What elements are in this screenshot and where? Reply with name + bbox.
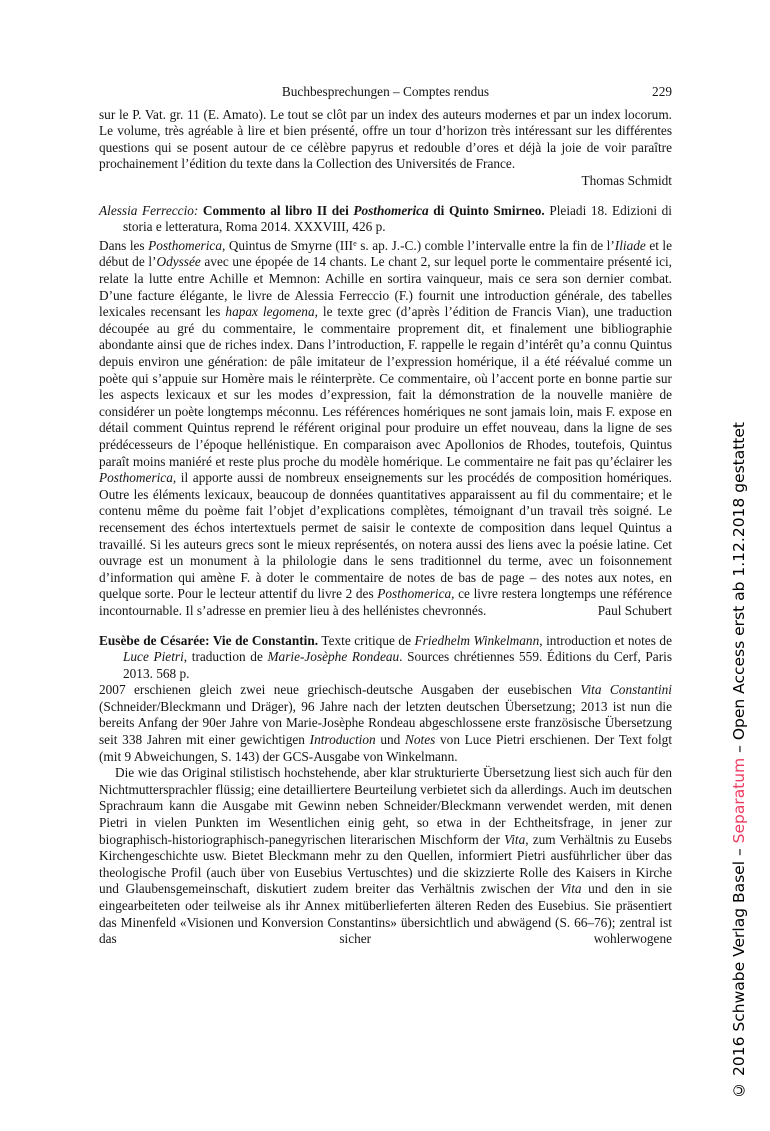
text-segment: , introduction et notes de bbox=[539, 632, 672, 648]
review-paragraph bbox=[99, 682, 672, 765]
text-segment: Pleiadi 18. Edizioni di storia e letteratura, Roma 2014. XXXVIII, 426 p. bbox=[123, 202, 673, 235]
text-segment: Posthomerica bbox=[99, 470, 173, 486]
text-segment: avec une épopée de 14 chants. Le chant 2, sur lequel porte le commentaire présenté ici, relate la lutte entre Achille et Memnon: Achille en sortira vainqueur, mais ce sera son dernier combat. D’une facture élégante, le livre de Alessia Ferreccio (F.) fournit une introduction générale, des tabelles lexicales recensant les bbox=[99, 254, 672, 320]
text-segment: Vita bbox=[504, 831, 526, 847]
text-segment: , il apporte aussi de nombreux enseignements sur les procédés de composition homériques. Outre les éléments lexicaux, beaucoup de données quantitatives apparaissent au fil du commentaire; et le contenu même du poème fait l’objet d’explications complètes, témoignant d’un travail très soigné. Le recensement des échos intertextuels permet de saisir le contexte de composition dans lequel Quintus a travaillé. Si les auteurs grecs sont le mieux représentés, on notera aussi des liens avec la poésie latine. Cet ouvrage est un monument à la philologie dans le sens traditionnel du terme, avec un foisonnement d’information qui amène F. à doter le commentaire de notes de bas de page – des notes aux notes, en quelque sorte. Pour le lecteur attentif du livre 2 des bbox=[99, 470, 672, 602]
review-heading bbox=[99, 633, 672, 683]
text-segment: sur le P. Vat. gr. 11 (E. Amato). Le tout se clôt par un index des auteurs modernes et par un index locorum. Le volume, très agréable à lire et bien présenté, offre un tour d’horizon très intéressant sur les différentes questions qui se posent autour de ce célèbre papyrus et redouble d’ores et déjà la joie de voir paraître prochainement l’édition du texte dans la Collection des Universités de France. bbox=[99, 106, 672, 172]
review-paragraph bbox=[99, 765, 672, 948]
text-segment: Eusèbe de Césarée: Vie de Constantin. bbox=[99, 632, 319, 648]
text-segment: Texte critique de bbox=[318, 632, 415, 648]
text-segment: (Schneider/Bleckmann und Dräger), 96 Jahre nach der letzten deutschen Übersetzung; 2013 ist nun die bereits Anfang der 90er Jahre von Marie-Josèphe Rondeau abgeschlossene erste französische Übersetzung seit 338 Jahren mit einer gewichtigen bbox=[99, 698, 672, 748]
signature-line bbox=[99, 173, 672, 190]
running-title: Buchbesprechungen – Comptes rendus bbox=[281, 84, 490, 99]
page-header bbox=[99, 84, 672, 101]
review-content bbox=[99, 107, 672, 948]
text-segment: , ce livre restera longtemps une référence incontournable. Il s’adresse en premier lieu à des hellénistes chevronnés. bbox=[99, 586, 672, 618]
separatum-label: Separatum bbox=[730, 757, 748, 844]
text-segment: . Sources chrétiennes 559. Éditions du Cerf, Paris 2013. 568 p. bbox=[123, 649, 673, 681]
text-segment: Thomas Schmidt bbox=[581, 172, 672, 188]
text-segment: Iliade bbox=[614, 237, 646, 253]
text-segment: , traduction de bbox=[183, 649, 268, 665]
copyright-sidebar bbox=[730, 422, 748, 1099]
review-heading bbox=[99, 203, 672, 236]
text-segment: Friedhelm Winkelmann bbox=[414, 632, 540, 648]
text-segment: Notes bbox=[405, 732, 436, 748]
text-segment: Die wie das Original stilistisch hochstehende, aber klar strukturierte Übersetzung liest sich auch für den Nichtmuttersprachler flüssig; eine detailliertere Beurteilung verbietet sich da allerdings. Auch im deutschen Sprachraum kann die Ausgabe mit Gewinn neben Schneider/Bleckmann verwendet werden, mit denen Pietri in vielen Punkten im Wesentlichen einig geht, so etwa in der Echtheitsfrage, in jener zur biographisch-historiographisch-panegyrischen literarischen Mischform der bbox=[99, 765, 672, 847]
text-column bbox=[99, 84, 672, 948]
text-segment: et le début de l’ bbox=[99, 237, 673, 270]
text-segment: hapax legomena bbox=[225, 304, 315, 320]
text-segment: Introduction bbox=[309, 732, 376, 748]
text-segment: und bbox=[375, 732, 406, 748]
open-access-text: – Open Access erst ab 1.12.2018 gestattet bbox=[730, 422, 748, 758]
text-segment: , le texte grec (d’après l’édition de Francis Vian), une traduction découpée au gré du commentaire, le commentaire proprement dit, et finalement une bibliographie abondante ainsi que de riches index. Dans l’introduction, F. rappelle le regain d’intérêt qu’a connu Quintus depuis environ une génération: de pâle imitateur de l’expression homérique, il a été réévalué comme un poète qui s’appuie sur Homère mais le réinterprète. Ce commentaire, où l’accent porte en bonne partie sur les aspects lexicaux et sur les modes d’expression, fait la démonstration de la nouvelle manière de considérer un poète longtemps méconnu. Les références homériques ne sont jamais loin, mais F. expose en détail comment Quintus reprend le référent original pour produire un effet nouveau, dans la ligne de ses prédécesseurs de l’époque hellénistique. En comparaison avec Apollonios de Rhodes, toutefois, Quintus paraît moins maniéré et reste plus proche du modèle homérique. Le commentaire ne fait pas qu’éclairer les bbox=[99, 304, 672, 469]
text-segment: Vita Constantini bbox=[580, 682, 673, 698]
text-segment: , Quintus de Smyrne (III bbox=[221, 237, 354, 253]
copyright-text: © 2016 Schwabe Verlag Basel – bbox=[730, 843, 748, 1099]
text-segment: e bbox=[353, 238, 357, 248]
text-segment: Dans les bbox=[99, 237, 149, 253]
text-segment: Posthomerica bbox=[148, 237, 222, 253]
text-segment: Alessia Ferreccio: bbox=[99, 202, 199, 218]
reviewer-signature: Paul Schubert bbox=[597, 602, 672, 618]
text-segment: Luce Pietri bbox=[123, 649, 184, 665]
text-segment: und den in sie eingearbeiteten oder teilweise als ihr Annex mitüberlieferten älteren Reden des Eusebius. Sie präsentiert das Minenfeld «Visionen und Konversion Constantins» übersichtlich und abwägend (S. 66–76); zentral ist das sicher wohlerwogene bbox=[99, 881, 672, 947]
text-segment: Vita bbox=[560, 881, 582, 897]
review-paragraph bbox=[99, 107, 672, 173]
page-number: 229 bbox=[652, 84, 672, 99]
text-segment: 2007 erschienen gleich zwei neue griechisch-deutsche Ausgaben der eusebischen bbox=[99, 682, 581, 698]
text-segment: Commento al libro II dei bbox=[198, 202, 354, 218]
text-segment: Odyssée bbox=[156, 254, 201, 270]
text-segment: , zum Verhältnis zu Eusebs Kirchengeschichte usw. Bietet Bleckmann mehr zu den Quellen, informiert Pietri ausführlicher über das theologische Profil (auch über von Eusebius Vertuschtes) und die skizzierte Rolle des Kaisers in Kirche und Glaubensgemeinschaft, diskutiert zudem breiter das Verhältnis zwischen der bbox=[99, 831, 672, 897]
text-segment: von Luce Pietri erschienen. Der Text folgt (mit 9 Abweichungen, S. 143) der GCS-Ausgabe von Winkelmann. bbox=[99, 732, 673, 764]
text-segment: di Quinto Smirneo. bbox=[428, 202, 545, 218]
review-paragraph bbox=[99, 236, 672, 620]
text-segment: Posthomerica bbox=[353, 202, 429, 218]
text-segment: Marie-Josèphe Rondeau bbox=[267, 649, 400, 665]
text-segment: s. ap. J.-C.) comble l’intervalle entre la fin de l’ bbox=[356, 237, 615, 253]
text-segment: Posthomerica bbox=[377, 586, 452, 602]
